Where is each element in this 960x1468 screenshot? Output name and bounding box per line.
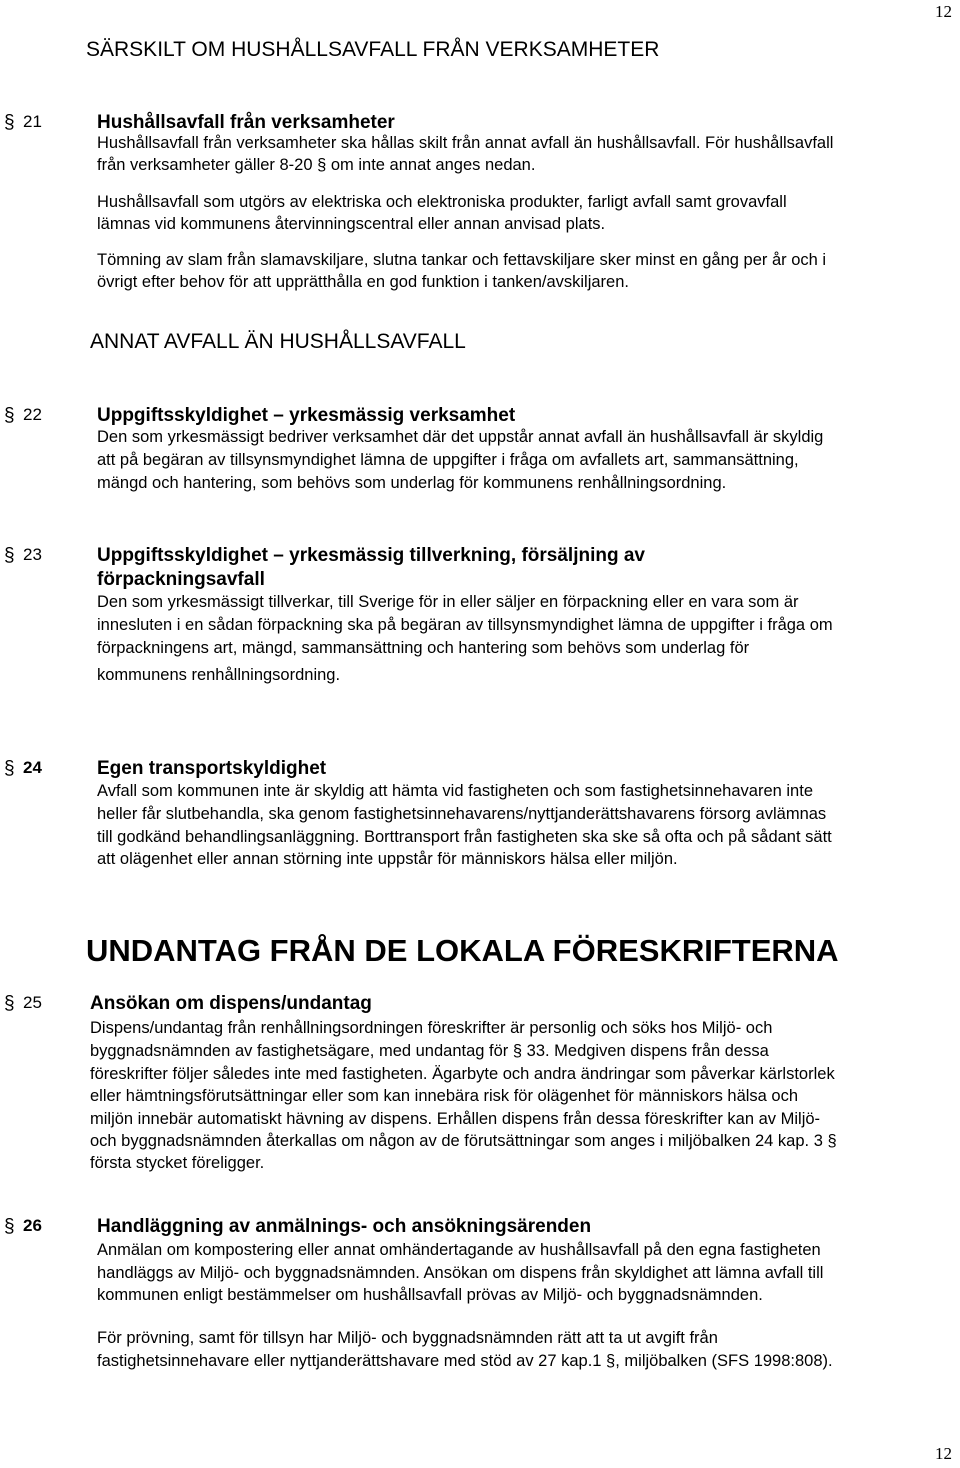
paragraph-line: förpackningens art, mängd, sammansättning och hantering som behövs som underlag för <box>97 639 750 657</box>
section-24 <box>0 758 960 868</box>
section-number: 25 <box>23 993 42 1012</box>
paragraph-line: föreskrifter följer således inte med fastigheten. Ägarbyte och andra ändringar som påverkar kärlstorlek <box>90 1065 835 1083</box>
paragraph-line: Tömning av slam från slamavskiljare, slutna tankar och fettavskiljare sker minst en gång per år och i <box>97 251 827 269</box>
section-sign-icon: § <box>4 112 15 133</box>
paragraph-line: Den som yrkesmässigt tillverkar, till Sverige för in eller säljer en förpackning eller en vara som är <box>97 593 799 611</box>
paragraph-line: innesluten i en sådan förpackning ska på begäran av tillsynsmyndighet lämna de uppgifter i fråga om <box>97 616 833 634</box>
paragraph-line: Dispens/undantag från renhållningsordningen föreskrifter är personlig och söks hos Miljö- och <box>90 1019 773 1037</box>
paragraph-line: Anmälan om kompostering eller annat omhändertagande av hushållsavfall på den egna fastigheten <box>97 1241 821 1259</box>
heading-household-waste-businesses: SÄRSKILT OM HUSHÅLLSAVFALL FRÅN VERKSAMHETER <box>86 38 660 61</box>
paragraph-line: att på begäran av tillsynsmyndighet lämna de uppgifter i fråga om avfallets art, sammansättning, <box>97 451 799 469</box>
section-26 <box>0 1216 960 1370</box>
section-number: 23 <box>23 545 42 564</box>
section-number: 24 <box>23 758 42 777</box>
paragraph-line: lämnas vid kommunens återvinningscentral eller annan anvisad plats. <box>97 215 606 233</box>
page-number-bottom: 12 <box>935 1444 952 1463</box>
paragraph-line: Hushållsavfall som utgörs av elektriska och elektroniska produkter, farligt avfall samt grovavfall <box>97 193 787 211</box>
paragraph-line: att olägenhet eller annan störning inte uppstår för människors hälsa eller miljön. <box>97 850 678 868</box>
section-title: Hushållsavfall från verksamheter <box>97 112 395 133</box>
section-title: Uppgiftsskyldighet – yrkesmässig verksamhet <box>97 405 516 426</box>
page-number-top: 12 <box>935 2 952 21</box>
paragraph-line: miljön innebär automatiskt hävning av dispens. Erhållen dispens från dessa föreskrifter kan av Miljö- <box>90 1110 821 1128</box>
section-number: 22 <box>23 405 42 424</box>
section-sign-icon: § <box>4 758 15 779</box>
section-number: 21 <box>23 112 42 131</box>
paragraph-line: Hushållsavfall från verksamheter ska hållas skilt från annat avfall än hushållsavfall. För hushållsavfall <box>97 134 834 152</box>
heading-other-waste: ANNAT AVFALL ÄN HUSHÅLLSAVFALL <box>90 330 466 353</box>
section-sign-icon: § <box>4 405 15 426</box>
section-25 <box>0 993 960 1172</box>
paragraph-line: fastighetsinnehavare eller nyttjanderättshavare med stöd av 27 kap.1 §, miljöbalken (SFS 1998:808). <box>97 1352 833 1370</box>
paragraph-line: Den som yrkesmässigt bedriver verksamhet där det uppstår annat avfall än hushållsavfall är skyldig <box>97 428 824 446</box>
paragraph-line: övrigt efter behov för att upprätthålla en god funktion i tanken/avskiljaren. <box>97 273 629 291</box>
section-23 <box>0 545 960 684</box>
section-title-continued: förpackningsavfall <box>97 569 265 590</box>
paragraph-line: mängd och hantering, som behövs som underlag för kommunens renhållningsordning. <box>97 474 727 492</box>
section-sign-icon: § <box>4 1216 15 1237</box>
paragraph-line: eller hämtningsförutsättningar eller som kan innebära risk för olägenhet för människors hälsa och <box>90 1087 799 1105</box>
paragraph-line: och byggnadsnämnden återkallas om någon av de förutsättningar som anges i miljöbalken 24 kap. 3 § <box>90 1132 837 1150</box>
section-sign-icon: § <box>4 993 15 1014</box>
paragraph-line: kommunens renhållningsordning. <box>97 666 341 684</box>
section-title: Ansökan om dispens/undantag <box>90 993 372 1014</box>
section-sign-icon: § <box>4 545 15 566</box>
section-number: 26 <box>23 1216 42 1235</box>
paragraph-line: kommunen enligt bestämmelser om hushållsavfall prövas av Miljö- och byggnadsnämnden. <box>97 1286 763 1304</box>
paragraph-line: heller får slutbehandla, ska genom fastighetsinnehavarens/nyttjanderättshavarens försorg avlämnas <box>97 805 827 823</box>
section-22 <box>0 405 960 492</box>
paragraph-line: byggnadsnämnden av fastighetsägare, med undantag för § 33. Medgiven dispens från dessa <box>90 1042 769 1060</box>
paragraph-line: För prövning, samt för tillsyn har Miljö- och byggnadsnämnden rätt att ta ut avgift från <box>97 1329 718 1347</box>
section-title: Egen transportskyldighet <box>97 758 327 779</box>
section-title: Uppgiftsskyldighet – yrkesmässig tillverkning, försäljning av <box>97 545 645 566</box>
paragraph-line: första stycket föreligger. <box>90 1154 265 1172</box>
section-21 <box>0 112 960 291</box>
paragraph-line: Avfall som kommunen inte är skyldig att hämta vid fastigheten och som fastighetsinnehavaren inte <box>97 782 813 800</box>
heading-exemptions: UNDANTAG FRÅN DE LOKALA FÖRESKRIFTERNA <box>86 933 839 968</box>
paragraph-line: till godkänd behandlingsanläggning. Borttransport från fastigheten ska ske så ofta och på sådant sätt <box>97 828 832 846</box>
section-title: Handläggning av anmälnings- och ansökningsärenden <box>97 1216 592 1237</box>
paragraph-line: handläggs av Miljö- och byggnadsnämnden. Ansökan om dispens från skyldighet att lämna avfall till <box>97 1264 824 1282</box>
paragraph-line: från verksamheter gäller 8-20 § om inte annat anges nedan. <box>97 156 536 174</box>
